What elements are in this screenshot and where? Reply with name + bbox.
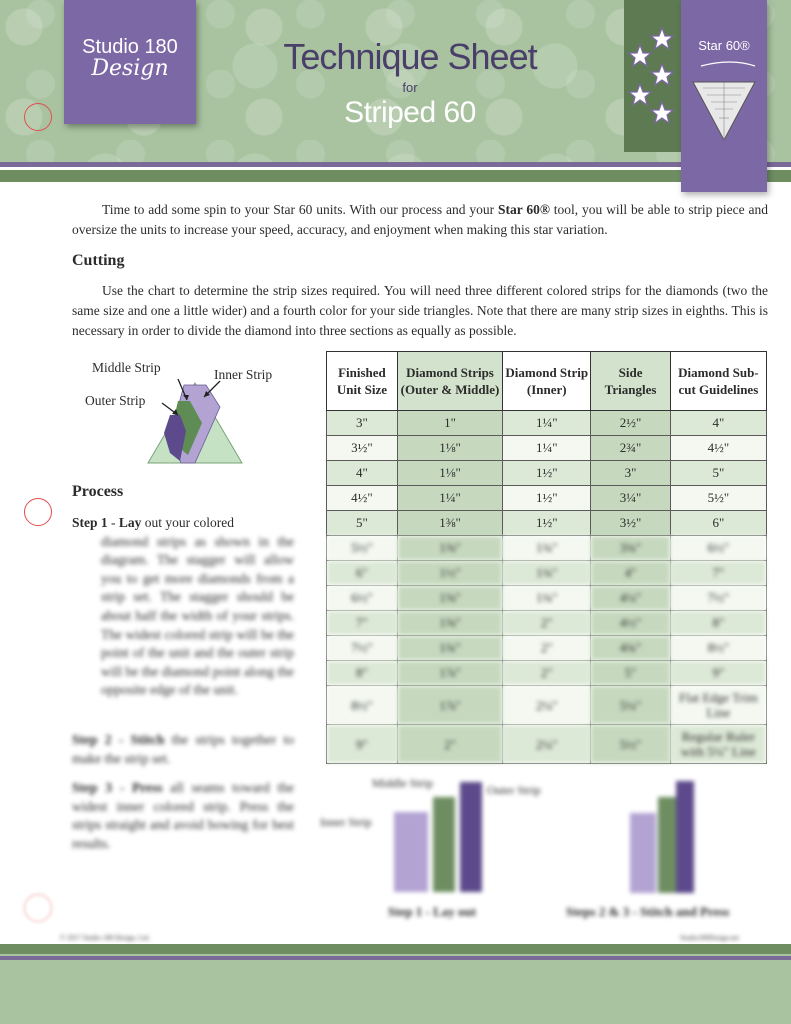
step-action: Lay (118, 515, 142, 530)
label-middle-strip: Middle Strip (92, 360, 161, 375)
table-cell: 3" (591, 461, 670, 486)
step2-paragraph: Step 2 - Stitch the strips together to make the strip set. (72, 732, 294, 766)
table-cell: 5" (327, 511, 398, 536)
table-cell: 3" (327, 411, 398, 436)
table-cell: Flat Edge Trim Line (670, 686, 766, 725)
step-label: Step 3 (72, 780, 113, 795)
table-cell: 7" (327, 611, 398, 636)
diamond-unit-diagram (140, 375, 250, 467)
step-action: Stitch (130, 732, 165, 747)
footer-divider (0, 956, 791, 960)
table-cell: 2" (503, 636, 591, 661)
table-cell: 4" (670, 411, 766, 436)
figure-caption: Steps 2 & 3 - Stitch and Press (566, 904, 730, 919)
table-cell: 4" (591, 561, 670, 586)
table-cell: 5½" (670, 486, 766, 511)
step-action: Press (132, 780, 163, 795)
table-cell: 8½" (670, 636, 766, 661)
table-cell: 8" (670, 611, 766, 636)
step1-paragraph (72, 514, 294, 700)
table-cell: 1⅛" (397, 461, 502, 486)
star60-tool-tab (681, 0, 767, 192)
table-cell: 4½" (327, 486, 398, 511)
inner-strip (630, 813, 656, 893)
figure-caption: Step 1 - Lay out (388, 904, 477, 919)
cutting-paragraph: Use the chart to determine the strip sizes required. You will need three different colored strips for the diamonds (two the same size and one a little wider) and a fourth color for your side triangles. Note that there are many strip sizes in eighths. This is necessary in order to divide the diamond into three sections as equally as possible. (72, 283, 768, 338)
table-row (327, 686, 767, 725)
table-cell: 5½" (327, 536, 398, 561)
outer-strip (676, 781, 694, 893)
intro-text: Time to add some spin to your Star 60 units. With our process and your (102, 202, 498, 217)
logo-line2: Design (91, 56, 169, 81)
header-divider (0, 170, 791, 182)
column-header: Diamond Strips (Outer & Middle) (397, 352, 502, 411)
table-cell: 1¼" (503, 436, 591, 461)
table-cell: 1" (397, 411, 502, 436)
table-row (327, 486, 767, 511)
table-cell: 8" (327, 661, 398, 686)
punch-hole-mark (24, 103, 52, 131)
table-row (327, 586, 767, 611)
table-cell: 1⅜" (397, 536, 502, 561)
table-row (327, 411, 767, 436)
website: Studio180Design.net (680, 934, 739, 942)
table-cell: 4¾" (591, 636, 670, 661)
table-cell: 4½" (591, 611, 670, 636)
table-cell: 1⅞" (397, 661, 502, 686)
label-outer-strip: Outer Strip (85, 393, 146, 408)
page-title: Technique Sheet (283, 36, 537, 77)
stars-tab (624, 0, 681, 152)
process-heading: Process (72, 483, 124, 500)
table-cell: 3¾" (591, 536, 670, 561)
table-cell: 1⅜" (397, 511, 502, 536)
table-cell: 9" (327, 725, 398, 764)
table-cell: 1¾" (397, 636, 502, 661)
punch-hole-mark (24, 498, 52, 526)
step-text: all seams toward the widest inner colored strip. Press the strips straight and avoid bowing for best results. (72, 780, 295, 851)
table-cell: 6½" (670, 536, 766, 561)
table-cell: 5½" (591, 725, 670, 764)
table-cell: 1¼" (503, 411, 591, 436)
step-text: diamond strips as shown in the diagram. The stagger will allow you to get more diamonds from a strip set. The stagger should be about half the width of your strips. The widest colored strip will be the point of the unit and the outer strip will be the diamond point along the opposite edge of the unit. (101, 533, 294, 698)
column-header: Finished Unit Size (327, 352, 398, 411)
table-cell: 6" (670, 511, 766, 536)
table-cell: 6½" (327, 586, 398, 611)
table-cell: 4" (327, 461, 398, 486)
table-cell: 1¾" (503, 561, 591, 586)
intro-paragraph (72, 200, 768, 240)
figure-label-inner: Inner Strip (320, 815, 372, 829)
title-for: for (402, 80, 418, 95)
table-row (327, 661, 767, 686)
table-cell: 4¼" (591, 586, 670, 611)
footer-divider (0, 944, 791, 954)
table-cell: 4½" (670, 436, 766, 461)
table-cell: 2¾" (591, 436, 670, 461)
table-cell: 1½" (397, 561, 502, 586)
table-cell: 1⅝" (397, 611, 502, 636)
table-cell: 1½" (503, 511, 591, 536)
label-inner-strip: Inner Strip (214, 367, 273, 382)
tool-name: Star 60® (497, 202, 550, 217)
table-cell: 1½" (503, 461, 591, 486)
table-cell: 1¼" (397, 486, 502, 511)
cutting-chart (326, 351, 767, 764)
table-cell: 1¾" (503, 586, 591, 611)
step-label: Step 2 (72, 732, 112, 747)
table-cell: 1⅛" (397, 436, 502, 461)
table-row (327, 611, 767, 636)
step-label: Step 1 (72, 515, 108, 530)
table-cell: 5¼" (591, 686, 670, 725)
step3-paragraph: Step 3 - Press all seams toward the widest inner colored strip. Press the strips straight and avoid bowing for best results. (72, 780, 295, 851)
table-cell: 7" (670, 561, 766, 586)
table-cell: 7½" (670, 586, 766, 611)
figure-label-middle: Middle Strip (372, 776, 434, 790)
step-text: out your colored (141, 515, 235, 530)
table-cell: 6" (327, 561, 398, 586)
table-cell: 2" (503, 611, 591, 636)
cutting-heading: Cutting (72, 252, 125, 269)
inner-strip (394, 812, 428, 892)
middle-strip (433, 797, 455, 892)
table-cell: 2" (503, 661, 591, 686)
table-row (327, 636, 767, 661)
copyright: © 2017 Studio 180 Design, Ltd. (60, 934, 150, 942)
table-row (327, 436, 767, 461)
table-cell: 9" (670, 661, 766, 686)
ruler-icon (681, 0, 767, 192)
studio180-logo (64, 0, 196, 124)
table-row (327, 511, 767, 536)
table-cell: 3¼" (591, 486, 670, 511)
table-cell: 3½" (591, 511, 670, 536)
column-header: Diamond Strip (Inner) (503, 352, 591, 411)
page-subtitle: Striped 60 (344, 96, 476, 129)
table-cell: Regular Ruler with 5¼" Line (670, 725, 766, 764)
table-cell: 8½" (327, 686, 398, 725)
table-row (327, 461, 767, 486)
column-header: Diamond Sub-cut Guidelines (670, 352, 766, 411)
table-header-row (327, 352, 767, 411)
table-cell: 1⅞" (397, 686, 502, 725)
table-cell: 5" (670, 461, 766, 486)
table-row (327, 536, 767, 561)
table-cell: 1⅝" (397, 586, 502, 611)
table-row (327, 561, 767, 586)
table-cell: 5" (591, 661, 670, 686)
table-row (327, 725, 767, 764)
step-dash: - (107, 515, 119, 530)
figure-label-outer: Outer Strip (487, 783, 541, 797)
outer-strip (460, 782, 482, 892)
logo-line1: Studio 180 (82, 36, 178, 58)
table-cell: 2½" (591, 411, 670, 436)
star-cluster-icon (624, 0, 681, 152)
table-cell: 1½" (503, 486, 591, 511)
table-cell: 2¼" (503, 725, 591, 764)
table-cell: 3½" (327, 436, 398, 461)
step-text: the strips together to make the strip set. (72, 732, 294, 766)
table-cell: 2¼" (503, 686, 591, 725)
punch-hole-mark (24, 894, 52, 922)
column-header: Side Triangles (591, 352, 670, 411)
star60-label: Star 60® (698, 38, 750, 53)
middle-strip (658, 797, 676, 893)
table-cell: 1¾" (503, 536, 591, 561)
table-cell: 2" (397, 725, 502, 764)
intro-text: tool, you will be able to strip piece and oversize the units to increase your speed, accuracy, and enjoyment when making this star variation. (72, 202, 769, 237)
table-cell: 7½" (327, 636, 398, 661)
